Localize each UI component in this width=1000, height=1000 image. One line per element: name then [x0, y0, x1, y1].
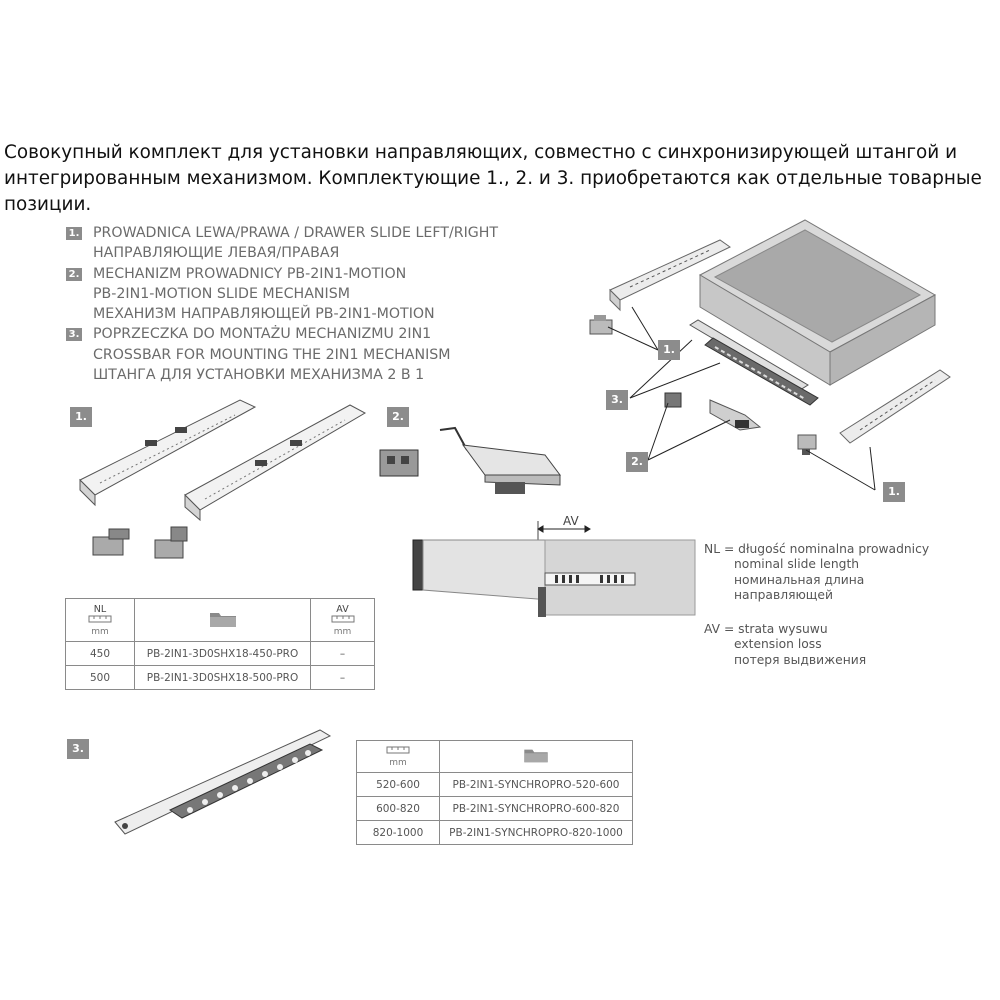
ruler-icon: [88, 615, 112, 624]
legend-badge-1: 1.: [66, 227, 82, 240]
length-unit: mm: [389, 757, 407, 768]
nl-unit: mm: [91, 626, 109, 637]
legend-badge-3: 3.: [66, 328, 82, 341]
table-row: [66, 642, 375, 666]
legend-line: НАПРАВЛЯЮЩИЕ ЛЕВАЯ/ПРАВАЯ: [93, 245, 340, 262]
table-header-row: [357, 741, 633, 773]
av-note-line-2: extension loss: [734, 637, 822, 652]
nl-note-line-3: номинальная длина: [734, 572, 865, 587]
code-cell: PB-2IN1-3D0SHX18-450-PRO: [135, 642, 311, 666]
code-cell: PB-2IN1-3D0SHX18-500-PRO: [135, 666, 311, 690]
legend-line: MECHANIZM PROWADNICY PB-2IN1-MOTION: [93, 265, 407, 282]
intro-line-1: Совокупный комплект для установки направляющих, совместно с синхронизирующей штангой и: [4, 142, 958, 163]
callout-badge-crossbar: 3.: [606, 390, 628, 410]
folder-icon: [208, 609, 238, 629]
callout-badge-slide-right: 1.: [883, 482, 905, 502]
legend-item-3: [66, 324, 498, 385]
nl-cell: 450: [66, 642, 135, 666]
table-row: [357, 773, 633, 797]
code-cell: PB-2IN1-SYNCHROPRO-520-600: [440, 773, 633, 797]
drawer-slides-illustration: [75, 395, 375, 575]
legend-item-2: [66, 264, 498, 325]
code-cell: PB-2IN1-SYNCHROPRO-820-1000: [440, 821, 633, 845]
crossbar-table: [356, 740, 633, 845]
nl-note-line-4: направляющей: [734, 587, 833, 602]
clip-left-icon: [93, 529, 129, 555]
mechanism-icon: [665, 393, 760, 430]
av-cell: –: [311, 666, 375, 690]
crossbar-illustration: [110, 722, 335, 840]
mechanism-unit-icon: [440, 428, 560, 494]
clip-right-icon: [155, 527, 187, 558]
callout-badge-slide: 1.: [658, 340, 680, 360]
legend-line: ШТАНГА ДЛЯ УСТАНОВКИ МЕХАНИЗМА 2 В 1: [93, 367, 425, 384]
slide-mechanism-illustration: [375, 420, 575, 510]
callout-badge-mechanism: 2.: [626, 452, 648, 472]
legend-line: PB-2IN1-MOTION SLIDE MECHANISM: [93, 285, 350, 302]
drawer-front-icon: [413, 540, 423, 590]
legend-line: PROWADNICA LEWA/PRAWA / DRAWER SLIDE LEFT/RIGHT: [93, 225, 499, 241]
intro-line-3: позиции.: [4, 194, 92, 215]
av-note-line-3: потеря выдвижения: [734, 652, 867, 667]
right-clip-icon: [798, 435, 816, 455]
legend-item-1: [66, 223, 498, 264]
section-badge-1: 1.: [70, 407, 92, 427]
table-row: [357, 821, 633, 845]
av-dimension-label: AV: [563, 514, 579, 528]
table-header-row: [66, 599, 375, 642]
section-badge-2: 2.: [387, 407, 409, 427]
legend-line: POPRZECZKA DO MONTAŻU MECHANIZMU 2IN1: [93, 326, 432, 343]
nl-header: NL: [93, 603, 107, 615]
slides-table: [65, 598, 375, 690]
av-unit: mm: [333, 626, 352, 637]
nl-cell: 500: [66, 666, 135, 690]
nl-note-line-2: nominal slide length: [734, 557, 860, 572]
legend-line: МЕХАНИЗМ НАПРАВЛЯЮЩЕЙ PB-2IN1-MOTION: [93, 306, 435, 323]
intro-line-2: интегрированным механизмом. Комплектующие 1., 2. и 3. приобретаются как отдельные товарные: [4, 168, 982, 189]
av-cell: –: [311, 642, 375, 666]
nl-note-line-1: NL = długość nominalna prowadnicy: [704, 542, 930, 556]
legend-badge-2: 2.: [66, 268, 82, 281]
left-clip-icon: [590, 315, 612, 334]
range-cell: 600-820: [357, 797, 440, 821]
code-cell: PB-2IN1-SYNCHROPRO-600-820: [440, 797, 633, 821]
folder-icon: [522, 746, 550, 764]
intro-paragraph: [4, 140, 994, 218]
range-cell: 520-600: [357, 773, 440, 797]
table-row: [357, 797, 633, 821]
av-header: AV: [336, 603, 349, 615]
section-badge-3: 3.: [67, 739, 89, 759]
av-note-line-1: AV = strata wysuwu: [704, 622, 828, 636]
table-row: [66, 666, 375, 690]
mechanism-clip-icon: [380, 450, 418, 476]
range-cell: 820-1000: [357, 821, 440, 845]
ruler-icon: [331, 615, 355, 624]
nl-note: [704, 542, 929, 603]
ruler-icon: [386, 746, 410, 755]
extension-loss-diagram: [410, 515, 700, 620]
right-slide-icon: [840, 370, 950, 443]
legend-line: CROSSBAR FOR MOUNTING THE 2IN1 MECHANISM: [93, 346, 451, 363]
av-note: [704, 622, 866, 668]
parts-legend: [66, 223, 498, 385]
